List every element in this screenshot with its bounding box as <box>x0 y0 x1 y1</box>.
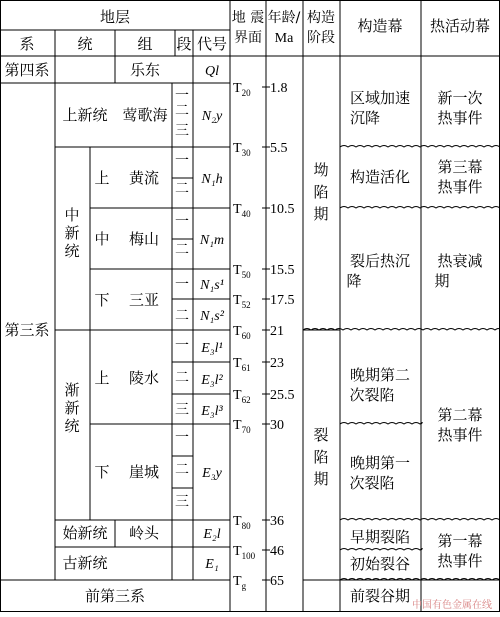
code-e3l2: E₃l² <box>201 373 223 388</box>
episode-pre-rift: 前裂谷期 <box>349 587 411 605</box>
seismic-label-0 <box>233 81 251 98</box>
episode-activation: 构造活化 <box>349 168 411 186</box>
code-e3l3: E₃l³ <box>201 404 223 419</box>
stage-rift-2: 陷 <box>313 448 329 466</box>
wave-tg <box>340 579 500 581</box>
seismic-subscript-5: 60 <box>241 331 251 341</box>
age-column <box>270 81 295 589</box>
sub-middle-miocene: 中 <box>94 230 110 248</box>
series-oligocene-1: 渐 <box>64 381 80 399</box>
age-label-2: 10.5 <box>270 202 295 217</box>
age-label-8: 30 <box>270 418 284 433</box>
series-oligocene-2: 新 <box>64 399 80 417</box>
thermal-third-2: 热事件 <box>437 178 483 196</box>
age-label-10: 46 <box>270 544 284 559</box>
seismic-letter-10: T <box>233 544 242 559</box>
age-label-3: 15.5 <box>270 263 295 278</box>
seismic-letter-1: T <box>233 141 242 156</box>
episode-late2-2: 次裂陷 <box>349 386 395 404</box>
episode-early-rift: 早期裂陷 <box>349 528 411 546</box>
wave-t70 <box>340 423 422 425</box>
series-oligocene-3: 统 <box>64 417 80 435</box>
member-label-9: 一 <box>175 338 189 354</box>
episode-accel-2: 沉降 <box>349 109 381 127</box>
member-label-8: 二 <box>175 308 189 324</box>
seismic-label-4 <box>233 293 251 310</box>
episode-late1-1: 晚期第一 <box>349 454 411 472</box>
formation-ledong: 乐东 <box>129 61 161 79</box>
header-age-2: Ma <box>274 31 294 46</box>
age-label-11: 65 <box>270 574 284 589</box>
header-series: 统 <box>77 35 93 53</box>
member-label-6: 二 <box>175 242 189 258</box>
member-label-2: 三 <box>175 123 189 139</box>
system-quaternary: 第四系 <box>4 61 50 79</box>
episode-postrift-2: 降 <box>346 272 362 290</box>
header-stage-1: 构造 <box>307 10 335 26</box>
series-pliocene: 上新统 <box>62 106 108 124</box>
stage-depression-3: 期 <box>313 205 329 223</box>
age-label-1: 5.5 <box>270 141 288 156</box>
seismic-letter-8: T <box>233 418 242 433</box>
seismic-subscript-3: 50 <box>241 270 251 280</box>
age-label-6: 23 <box>270 356 284 371</box>
member-label-0: 一 <box>175 88 189 104</box>
member-label-5: 一 <box>175 214 189 230</box>
wave-t100 <box>340 549 422 551</box>
seismic-label-11 <box>233 574 247 591</box>
series-miocene-3: 统 <box>64 242 80 260</box>
seismic-label-6 <box>233 356 251 373</box>
age-label-7: 25.5 <box>270 388 295 403</box>
member-label-14: 三 <box>175 494 189 510</box>
series-miocene-2: 新 <box>64 224 80 242</box>
seismic-column <box>233 81 256 591</box>
thermal-decay-1: 热衰减 <box>437 252 483 270</box>
thermal-first-2: 热事件 <box>437 109 483 127</box>
formation-huangliu: 黄流 <box>128 169 160 187</box>
age-ticks <box>262 56 270 612</box>
member-label-11: 三 <box>175 402 189 418</box>
seismic-letter-9: T <box>233 514 242 529</box>
sub-upper-oligocene: 上 <box>94 369 110 387</box>
seismic-letter-11: T <box>233 574 242 589</box>
seismic-subscript-7: 62 <box>241 395 251 405</box>
member-label-12: 一 <box>175 430 189 446</box>
member-label-13: 二 <box>175 462 189 478</box>
episode-initial-rift: 初始裂谷 <box>349 555 411 573</box>
seismic-label-7 <box>233 388 251 405</box>
seismic-letter-5: T <box>233 324 242 339</box>
stage-depression-2: 陷 <box>313 183 329 201</box>
seismic-label-1 <box>233 141 251 158</box>
header-seismic-2: 界面 <box>234 30 262 46</box>
seismic-letter-3: T <box>233 263 242 278</box>
wave-t40 <box>340 207 500 209</box>
age-label-9: 36 <box>270 514 284 529</box>
wave-t30 <box>340 146 500 148</box>
thermal-first-1: 新一次 <box>437 89 483 107</box>
seismic-subscript-1: 30 <box>241 148 251 158</box>
header-stage-2: 阶段 <box>307 30 335 46</box>
age-label-0: 1.8 <box>270 81 288 96</box>
member-label-7: 一 <box>175 277 189 293</box>
member-label-4: 二 <box>175 181 189 197</box>
seismic-label-3 <box>233 263 251 280</box>
seismic-letter-7: T <box>233 388 242 403</box>
formation-lingtou: 岭头 <box>128 524 160 542</box>
seismic-label-10 <box>233 544 256 561</box>
episode-late1-2: 次裂陷 <box>349 474 395 492</box>
seismic-subscript-11: g <box>241 581 247 591</box>
seismic-subscript-6: 61 <box>241 363 251 373</box>
code-e1: E₁ <box>205 557 219 572</box>
seismic-letter-2: T <box>233 202 242 217</box>
seismic-label-2 <box>233 202 251 219</box>
episode-late2-1: 晚期第二 <box>349 366 411 384</box>
header-member: 段 <box>176 35 192 53</box>
formation-lingshui: 陵水 <box>128 369 160 387</box>
thermal-firstact-2: 热事件 <box>437 552 483 570</box>
system-tertiary: 第三系 <box>4 321 50 339</box>
stage-rift-1: 裂 <box>313 426 329 444</box>
header-strata: 地层 <box>99 8 131 26</box>
unconformity-lines <box>303 146 500 581</box>
seismic-subscript-2: 40 <box>241 209 251 219</box>
header-seismic-1: 地 震 <box>231 10 265 26</box>
stage-depression-1: 坳 <box>313 161 329 179</box>
seismic-letter-4: T <box>233 293 242 308</box>
formation-meishan: 梅山 <box>128 230 160 248</box>
seismic-label-9 <box>233 514 251 531</box>
seismic-letter-0: T <box>233 81 242 96</box>
seismic-label-5 <box>233 324 251 341</box>
member-label-10: 二 <box>175 370 189 386</box>
code-n1m: N₁m <box>199 233 225 248</box>
series-paleocene: 古新统 <box>62 554 108 572</box>
header-thermal: 热活动幕 <box>429 17 491 35</box>
seismic-letter-6: T <box>233 356 242 371</box>
seismic-subscript-9: 80 <box>241 521 251 531</box>
series-eocene: 始新统 <box>62 524 108 542</box>
formation-yinggehai: 莺歌海 <box>122 106 168 124</box>
formation-sanya: 三亚 <box>128 291 160 309</box>
seismic-subscript-8: 70 <box>241 425 251 435</box>
code-n1s1: N₁s¹ <box>200 278 224 293</box>
watermark: 中国有色金属在线 <box>412 600 492 611</box>
code-e2l: E₂l <box>203 527 221 542</box>
formation-yacheng: 崖城 <box>128 463 160 481</box>
header-system: 系 <box>19 35 35 53</box>
wave-t80 <box>340 519 500 521</box>
stage-rift-3: 期 <box>313 470 329 488</box>
seismic-subscript-4: 52 <box>241 300 251 310</box>
thermal-decay-2: 期 <box>434 272 450 290</box>
header-episode: 构造幕 <box>357 17 403 35</box>
code-n2y: N₂y <box>201 109 223 124</box>
thermal-firstact-1: 第一幕 <box>437 532 483 550</box>
age-label-5: 21 <box>270 324 284 339</box>
header-formation: 组 <box>137 35 153 53</box>
sub-lower-miocene: 下 <box>94 291 110 309</box>
thermal-third-1: 第三幕 <box>437 158 483 176</box>
member-label-1: 二 <box>175 103 189 119</box>
age-label-4: 17.5 <box>270 293 295 308</box>
seismic-subscript-0: 20 <box>241 88 251 98</box>
thermal-second-2: 热事件 <box>437 426 483 444</box>
sub-upper-miocene: 上 <box>94 169 110 187</box>
system-pretertiary: 前第三系 <box>84 587 146 605</box>
code-n1s2: N₁s² <box>200 309 224 324</box>
seismic-subscript-10: 100 <box>241 551 256 561</box>
thermal-second-1: 第二幕 <box>437 406 483 424</box>
episode-accel-1: 区域加速 <box>349 89 411 107</box>
sub-lower-oligocene: 下 <box>94 463 110 481</box>
header-age-1: 年龄/ <box>267 10 301 26</box>
seismic-label-8 <box>233 418 251 435</box>
code-n1h: N₁h <box>201 172 223 187</box>
code-column <box>199 64 225 572</box>
code-e3l1: E₃l¹ <box>201 341 223 356</box>
episode-postrift-1: 裂后热沉 <box>349 252 411 270</box>
header-code: 代号 <box>196 35 228 53</box>
series-miocene-1: 中 <box>64 206 80 224</box>
code-e3y: E₃y <box>202 466 222 481</box>
code-ql: Ql <box>205 64 219 79</box>
member-label-3: 一 <box>175 153 189 169</box>
